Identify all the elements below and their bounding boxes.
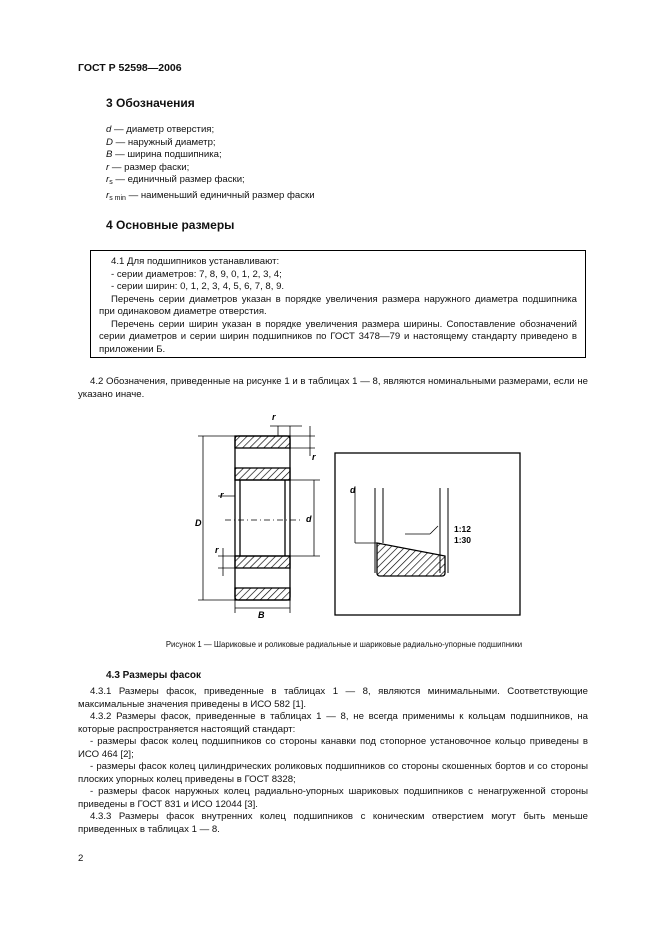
figure-caption: Рисунок 1 — Шариковые и роликовые радиальные и шариковые радиально-упорные подшипники (165, 640, 523, 649)
paragraph-4-3-1: 4.3.1 Размеры фасок, приведенные в таблицах 1 — 8, являются минимальными. Соответствующие максимальные значения приведены в ИСО 582 [1]. (78, 686, 588, 710)
dimension-lines (198, 426, 320, 613)
label-chamfer: r (272, 412, 276, 422)
list-item: B — ширина подшипника; (106, 149, 222, 160)
page-number: 2 (78, 853, 84, 864)
label-width: B (258, 610, 265, 620)
box-line: - серии ширин: 0, 1, 2, 3, 4, 5, 6, 7, 8, 9. (111, 281, 285, 292)
list-item: $r_{s min}$ — наименьший единичный размер фаски (106, 189, 315, 202)
paragraph-4-3-3: 4.3.3 Размеры фасок внутренних колец подшипников с коническим отверстием могут быть меньше приведенных в таблицах 1 — 8. (78, 811, 588, 835)
bullet-item: - размеры фасок колец подшипников со стороны канавки под стопорное установочное кольцо приведены в ИСО 464 [2]; (78, 736, 588, 760)
paragraph-4-2: 4.2 Обозначения, приведенные на рисунке 1 и в таблицах 1 — 8, являются номинальными размерами, если не указано иначе. (78, 376, 588, 400)
paragraph-4-3-2: 4.3.2 Размеры фасок, приведенные в таблицах 1 — 8, не всегда применимы к кольцам подшипников, на которые распространяется настоящий стандарт: (78, 711, 588, 735)
bearing-figure (190, 408, 530, 638)
box-line: - серии диаметров: 7, 8, 9, 0, 1, 2, 3, 4; (111, 268, 282, 280)
framed-text-box (90, 250, 586, 358)
section-4-3-title: 4.3 Размеры фасок (106, 670, 201, 681)
label-detail-diameter: d (350, 485, 356, 495)
list-item: r — размер фаски; (106, 161, 190, 173)
list-item: d — диаметр отверстия; (106, 124, 215, 135)
box-paragraph: Перечень серии диаметров указан в порядке увеличения размера наружного диаметра подшипника при одинаковом диаметре отверстия. (99, 293, 577, 317)
label-outer-diameter: D (195, 518, 202, 528)
label-chamfer: r (312, 452, 316, 462)
designations-list (106, 124, 315, 205)
bullet-item: - размеры фасок колец цилиндрических роликовых подшипников со стороны скошенных бортов и со стороны плоских упорных колец приведены в ГОСТ 8328; (78, 761, 588, 785)
section-4-title: 4 Основные размеры (106, 218, 235, 232)
taper-ratio-1: 1:12 (454, 524, 472, 534)
detail-view (335, 453, 520, 615)
section-3-title: 3 Обозначения (106, 96, 195, 110)
label-chamfer: r (220, 490, 224, 500)
label-bore-diameter: d (306, 514, 312, 524)
section-4-3-body (78, 686, 588, 836)
list-item: $r_s$ — единичный размер фаски; (106, 174, 245, 186)
taper-ratio-2: 1:30 (454, 535, 472, 545)
label-chamfer: r (215, 545, 219, 555)
document-header: ГОСТ Р 52598—2006 (78, 62, 182, 74)
bullet-item: - размеры фасок наружных колец радиально-упорных шариковых подшипников с ненагруженной стороны приведены в ГОСТ 831 и ИСО 12044 [3]. (78, 786, 588, 810)
bearing-section-view (225, 436, 302, 600)
box-line: 4.1 Для подшипников устанавливают: (111, 256, 280, 267)
list-item: D — наружный диаметр; (106, 136, 216, 148)
box-paragraph: Перечень серии ширин указан в порядке увеличения размера ширины. Сопоставление обозначений серии диаметров и серии ширин подшипников по ГОСТ 3478—79 и настоящему стандарту приведено в приложении Б. (99, 318, 577, 355)
